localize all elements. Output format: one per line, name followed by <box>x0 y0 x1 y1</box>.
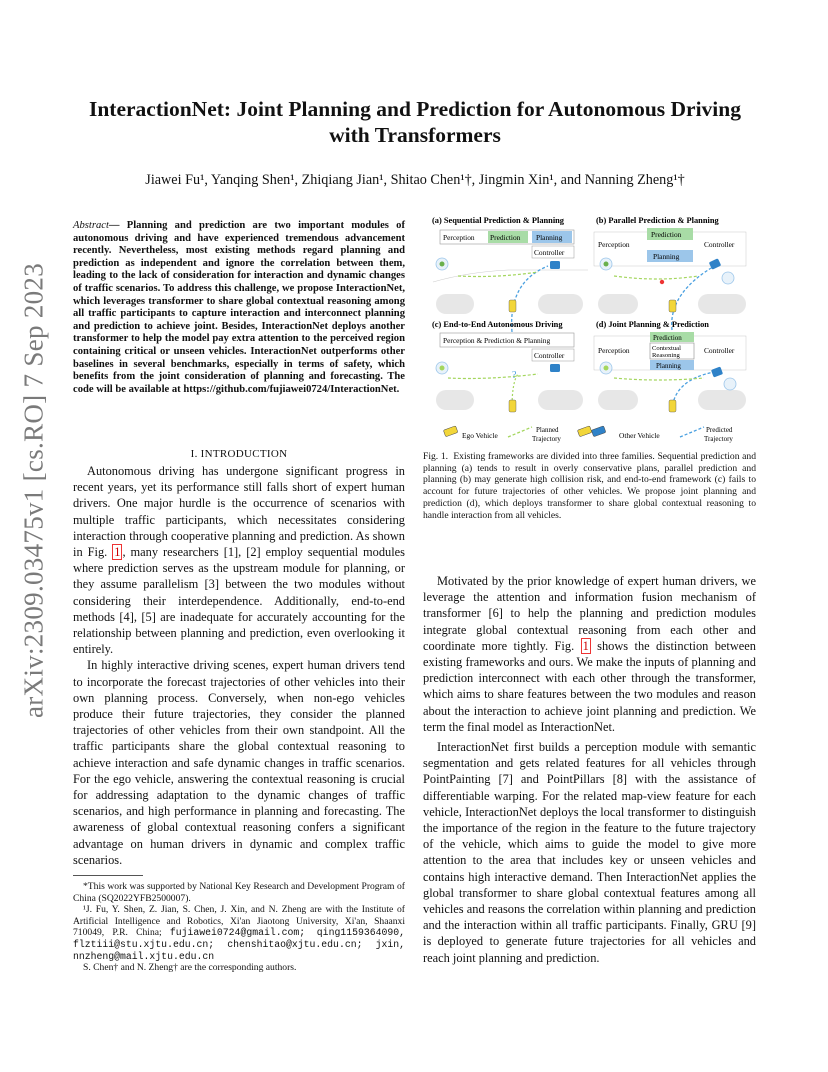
legend-predicted-swatch <box>680 427 704 437</box>
right-p1-start: Motivated by the prior knowledge of expert human drivers, we leverage the attention and information fusion mechanism of transformer [6] to help the planning and prediction modules integrate global contextual reasoning from each other and coordinate more tightly. Fig. <box>423 574 756 653</box>
figure-1-link[interactable]: 1 <box>114 545 121 560</box>
abstract-label: Abstract <box>73 220 109 231</box>
panel-c <box>432 320 583 412</box>
reasoning-label: Reasoning <box>652 352 680 359</box>
other-vehicle-a <box>550 261 560 269</box>
legend-planned-label-2: Trajectory <box>532 435 561 443</box>
panel-b-title: (b) Parallel Prediction & Planning <box>596 216 719 225</box>
legend-predicted-label-1: Predicted <box>706 426 733 434</box>
panel-d-title: (d) Joint Planning & Prediction <box>596 320 709 329</box>
figure-legend <box>443 426 733 443</box>
figure-1-link-2[interactable]: 1 <box>582 638 589 653</box>
ego-vehicle-c <box>509 400 516 412</box>
planning-label-b: Planning <box>653 252 680 261</box>
controller-label-c: Controller <box>534 351 565 360</box>
footnote-corresponding: S. Chen† and N. Zheng† are the corresponding authors. <box>83 962 297 974</box>
author-emails: fujiawei0724@gmail.com; qing1159364090, flztiii@stu.xjtu.edu.cn; chenshitao@xjtu.edu.cn; jxin, nnzheng@mail.xjtu.edu.cn <box>73 927 405 962</box>
legend-other-swatch <box>591 426 606 437</box>
legend-other-label: Other Vehicle <box>619 431 660 440</box>
legend-predicted-label-2: Trajectory <box>704 435 733 443</box>
footnote-divider <box>73 875 143 876</box>
perception-label-b: Perception <box>598 240 630 249</box>
caption-text: Existing frameworks are divided into three families. Sequential prediction and planning (a) tends to result in overly conservative plans, parallel prediction and planning (b) may generate high collision risk, and end-to-end framework (c) fails to account for future trajectories of other vehicles. We propose joint planning and prediction (d), which deploys transformer to share global contextual reasoning to handle interaction from all vehicles. <box>423 451 756 521</box>
intro-p1-start: Autonomous driving has undergone significant progress in recent years, yet its performance still falls short of expert human drivers. One major hurdle is the occurrence of scenarios with multiple traffic participants, which necessitates considering interaction through cooperative planning and prediction. As shown in Fig. <box>73 464 405 560</box>
right-column-body <box>423 573 756 966</box>
perception-label-a: Perception <box>443 233 475 242</box>
ego-vehicle-b <box>669 300 676 312</box>
panel-c-title: (c) End-to-End Autonomous Driving <box>432 320 563 329</box>
legend-planned-label-1: Planned <box>536 426 559 434</box>
footnote-funding: *This work was supported by National Key Research and Development Program of China (SQ2022YFB2500007). <box>73 881 405 904</box>
planning-label-a: Planning <box>536 233 563 242</box>
paper-title <box>60 96 770 148</box>
affiliation-text: ¹J. Fu, Y. Shen, Z. Jian, S. Chen, J. Xin, and N. Zheng are with the Institute of Artificial Intelligence and Robotics, Xi'an Jiaotong University, Xi'an, Shaanxi 710049, P.R. China; <box>73 904 405 939</box>
panel-d <box>594 320 746 412</box>
figure-caption <box>423 451 756 521</box>
arxiv-watermark: arXiv:2309.03475v1 [cs.RO] 7 Sep 2023 <box>18 262 49 719</box>
right-paragraph-1 <box>423 573 756 735</box>
abstract <box>73 220 405 396</box>
perception-label-d: Perception <box>598 346 630 355</box>
panel-a-title: (a) Sequential Prediction & Planning <box>432 216 564 225</box>
title-line-1: InteractionNet: Joint Planning and Prediction for Autonomous Driving <box>88 97 741 121</box>
right-paragraph-2: InteractionNet first builds a perception module with semantic segmentation and gets related features for all vehicles through PointPainting [7] and PointPillars [8] with the assistance of differentiable warping. For the related map-view feature for each vehicle, InteractionNet deploys the local transformer to distinguish the importance of the region in the feature to the future trajectory of the vehicle, which aims to guide the model to give more attention to the area that includes key or unseen vehicles and contains high interactive demand. Then InteractionNet applies the global transformer to share global contextual features among all vehicles and reasons the correlation within planning and prediction and the interaction within all traffic participants. Finally, GRU [9] is deployed to generate future trajectories for all vehicles and reach joint planning and prediction. <box>423 740 756 965</box>
caption-label: Fig. 1. <box>423 451 449 462</box>
title-line-2: with Transformers <box>329 123 501 147</box>
panel-b <box>594 216 746 330</box>
author-list: Jiawei Fu¹, Yanqing Shen¹, Zhiqiang Jian¹, Shitao Chen¹†, Jingmin Xin¹, and Nanning Zheng¹† <box>145 172 685 188</box>
other-vehicle-c <box>550 364 560 372</box>
ego-vehicle-a <box>509 300 516 312</box>
prediction-label-b: Prediction <box>651 230 682 239</box>
figure-1 <box>428 212 748 444</box>
right-p1-end: shows the distinction between existing frameworks and ours. We make the inputs of planning and prediction interconnect with each other through the transformer, which aims to share features between the two modules and reason about the interaction to achieve joint planning and prediction. We term the final model as InteractionNet. <box>423 638 757 734</box>
planning-label-d: Planning <box>656 362 681 370</box>
footnotes <box>73 881 405 974</box>
section-heading-introduction: I. INTRODUCTION <box>190 448 288 460</box>
intro-paragraph-2: In highly interactive driving scenes, expert human drivers tend to incorporate the forecast trajectories of other vehicles into their own planning process. Conversely, when non-ego vehicles produce their future trajectories, they consider the planned trajectories of other vehicles from their own standpoint. All the traffic participants share the global contextual reasoning to achieve interaction and safe dynamic changes in traffic scenarios. For the ego vehicle, answering the contextual reasoning is crucial for addressing adaptation to the dynamic changes of traffic scenarios, and high performance in planning and forecasting. The awareness of global contextual reasoning confers a significant advantage on human drivers in dynamic and complex traffic scenarios. <box>73 658 405 867</box>
intro-paragraph-1 <box>73 463 405 657</box>
prediction-label-d: Prediction <box>653 334 682 342</box>
controller-label-d: Controller <box>704 346 735 355</box>
ego-vehicle-d <box>669 400 676 412</box>
intro-p1-end: , many researchers [1], [2] employ sequential modules where prediction serves as the upstream module for planning, or they assume parallelism [3] between the two modules without considering their interdependence. Additionally, end-to-end methods [4], [5] are inadequate for accurately accounting for the relationship between planning and prediction, even overlooking it entirely. <box>73 545 406 657</box>
prediction-label-a: Prediction <box>490 233 521 242</box>
introduction-body <box>73 463 405 868</box>
panel-a <box>432 216 588 332</box>
legend-ego-label: Ego Vehicle <box>462 431 498 440</box>
controller-label-b: Controller <box>704 240 735 249</box>
controller-label-a: Controller <box>534 248 565 257</box>
unknown-marker: ? <box>512 370 517 381</box>
legend-planned-swatch <box>508 427 532 437</box>
footnote-affiliation <box>73 904 405 962</box>
legend-ego-swatch <box>443 426 458 437</box>
abstract-text: — Planning and prediction are two important modules of autonomous driving and have experienced tremendous advancement recently. Nevertheless, most existing methods regard planning and prediction as independent and ignore the correlation between them, leading to the lack of consideration for interaction and dynamic changes of traffic scenarios. To address this challenge, we propose InteractionNet, which leverages transformer to share global contextual reasoning among all traffic participants to capture interaction and interconnect planning and prediction to achieve joint. Besides, InteractionNet deploys another transformer to help the model pay extra attention to the perceived region containing critical or unseen vehicles. InteractionNet outperforms other baselines in several benchmarks, especially in terms of safety, which benefits from the joint consideration of planning and forecasting. The code will be available at https://github.com/fujiawei0724/InteractionNet. <box>73 220 405 395</box>
ppp-label: Perception & Prediction & Planning <box>443 336 551 345</box>
contextual-label: Contextual <box>652 345 681 352</box>
